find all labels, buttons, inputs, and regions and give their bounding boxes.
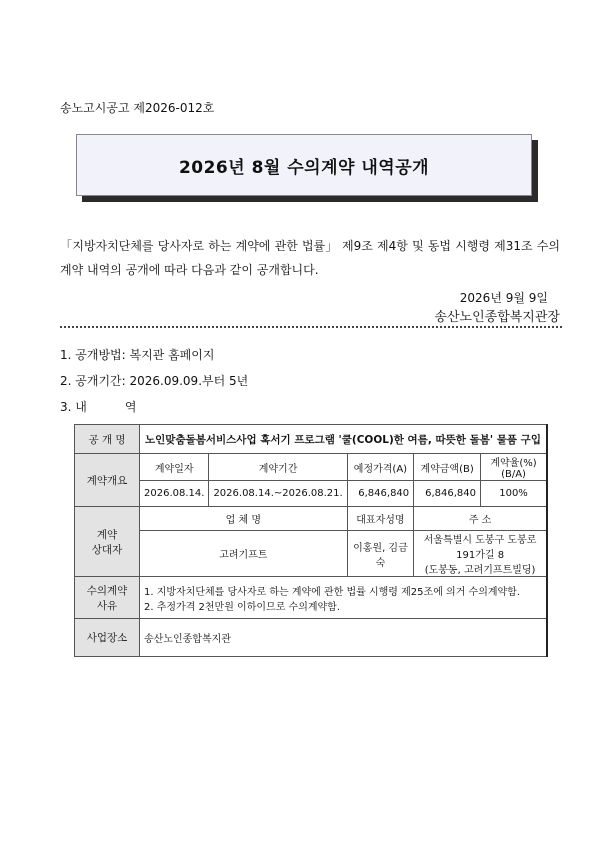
estimated-price: 6,846,840	[347, 481, 413, 507]
party-header: 대표자성명	[347, 507, 413, 531]
project-name: 노인맞춤돌봄서비스사업 혹서기 프로그램 '쿨(COOL)한 여름, 따뜻한 돌봄' 물품 구입	[140, 425, 548, 454]
party-header: 주 소	[414, 507, 547, 531]
overview-header: 계약기간	[209, 454, 347, 481]
reason-label-line2: 사유	[96, 599, 118, 612]
overview-header: 계약금액(B)	[414, 454, 481, 481]
notice-date: 2026년 9월 9일	[459, 291, 548, 305]
place-value: 송산노인종합복지관	[140, 619, 548, 657]
overview-header: 계약일자	[140, 454, 209, 481]
overview-header: 계약율(%)(B/A)	[481, 454, 547, 481]
contract-amount: 6,846,840	[414, 481, 481, 507]
party-label	[75, 507, 140, 577]
table-row	[75, 577, 548, 619]
intro-paragraph: 「지방자치단체를 당사자로 하는 계약에 관한 법률」 제9조 제4항 및 동법 시행령 제31조 수의계약 내역의 공개에 따라 다음과 같이 공개합니다.	[60, 239, 560, 277]
overview-header: 예정가격(A)	[347, 454, 413, 481]
table-row	[75, 481, 548, 507]
reason-text	[140, 577, 548, 619]
overview-label: 계약개요	[75, 454, 140, 507]
place-label: 사업장소	[75, 619, 140, 657]
party-label-line1: 계약	[96, 528, 118, 541]
item-method: 1. 공개방법: 복지관 홈페이지	[60, 348, 215, 362]
dotted-divider	[60, 326, 562, 328]
item-details	[60, 399, 248, 425]
organization-name: 송산노인종합복지관장	[434, 310, 560, 325]
table-row	[75, 619, 548, 657]
contract-rate: 100%	[481, 481, 547, 507]
table-row	[75, 531, 548, 577]
reason-label	[75, 577, 140, 619]
item-details-suffix: 역	[124, 400, 137, 414]
page-title: 2026년 8월 수의계약 내역공개	[178, 157, 430, 178]
party-header: 업 체 명	[140, 507, 348, 531]
reason-label-line1: 수의계약	[86, 584, 128, 597]
table-row	[75, 507, 548, 531]
notice-number: 송노고시공고 제2026-012호	[60, 101, 215, 115]
item-period: 2. 공개기간: 2026.09.09.부터 5년	[60, 374, 249, 388]
project-label: 공 개 명	[75, 425, 140, 454]
contract-date: 2026.08.14.	[140, 481, 209, 507]
party-address	[414, 531, 547, 577]
contract-table	[74, 424, 548, 657]
party-company: 고려기프트	[140, 531, 348, 577]
item-details-prefix: 3. 내	[60, 400, 87, 414]
party-address-line1: 서울특별시 도봉구 도봉로191가길 8	[423, 535, 537, 561]
contract-period: 2026.08.14.~2026.08.21.	[209, 481, 347, 507]
table-row	[75, 454, 548, 481]
table-row	[75, 425, 548, 454]
party-label-line2: 상대자	[91, 543, 123, 556]
reason-line1: 1. 지방자치단체를 당사자로 하는 계약에 관한 법률 시행령 제25조에 의거 수의계약함.	[144, 586, 521, 598]
party-address-line2: (도봉동, 고려기프트빌딩)	[424, 565, 536, 576]
item-list	[60, 347, 248, 425]
reason-line2: 2. 추정가격 2천만원 이하이므로 수의계약함.	[144, 601, 341, 613]
party-representative: 이홍원, 김금숙	[347, 531, 413, 577]
title-box	[76, 134, 532, 196]
